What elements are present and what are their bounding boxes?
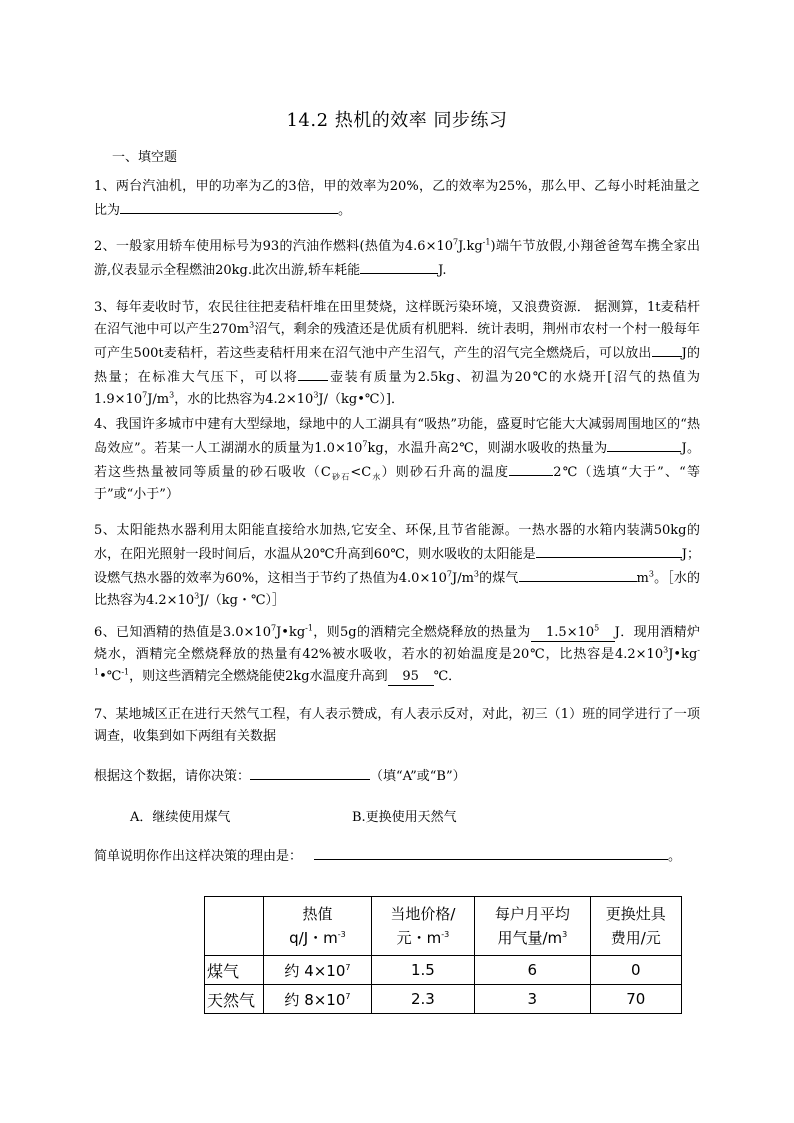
- table-row: [205, 985, 682, 1014]
- exponent: 7: [345, 962, 351, 972]
- table-cell: 3: [475, 985, 590, 1014]
- unit-text: J.: [438, 263, 447, 278]
- table-header-cell: [264, 897, 371, 956]
- exponent: -1: [94, 645, 700, 677]
- table-cell: [264, 956, 371, 985]
- question-3: [94, 297, 700, 411]
- answer-blank[interactable]: [509, 460, 553, 476]
- reason-prompt: 简单说明你作出这样决策的理由是：: [94, 849, 303, 864]
- decision-hint: （填“A”或“B”）: [370, 769, 466, 784]
- question-5-text-cont: 。［水的比热容为4.2×10: [94, 571, 700, 608]
- header-line: 费用/元: [610, 929, 661, 948]
- exponent: 3: [194, 591, 200, 601]
- question-5-text: 5、太阳能热水器利用太阳能直接给水加热,它安全、环保,且节省能源。一热水器的水箱内装满50kg的水，在阳光照射一段时间后，水温从20℃升高到60℃，则水吸收的太阳能是: [94, 523, 700, 562]
- unit-text: J.kg: [458, 239, 483, 254]
- exponent: -1: [482, 237, 491, 247]
- header-line: [372, 926, 474, 950]
- answer-blank[interactable]: [652, 341, 682, 357]
- exponent: 5: [594, 623, 600, 633]
- table-cell: 1.5: [371, 956, 474, 985]
- filled-answer[interactable]: 95: [388, 669, 434, 686]
- table-row: [205, 956, 682, 985]
- header-line: [475, 926, 589, 950]
- unit-text: J•kg: [276, 625, 306, 640]
- exponent: 3: [473, 569, 479, 579]
- question-4-text-cont: kg，水温升高2℃，则湖水吸收的热量为: [367, 441, 608, 456]
- answer-blank[interactable]: [607, 436, 681, 452]
- row-label: 煤气: [205, 956, 264, 985]
- exponent: 3: [313, 390, 319, 400]
- question-3-text: 3、每年麦收时节，农民往往把麦秸杆堆在田里焚烧，这样既污染环境，又浪费资源． 据测算，1t麦秸杆在沼气池中可以产生270m: [94, 300, 700, 337]
- table-cell: 70: [590, 985, 681, 1014]
- punctuation: 。: [668, 849, 682, 864]
- question-7-decision: [94, 764, 700, 788]
- exponent: 3: [663, 645, 669, 655]
- option-a: A．继续使用煤气: [130, 810, 231, 825]
- exponent: -3: [441, 930, 450, 940]
- answer-blank[interactable]: [250, 764, 370, 780]
- decision-prompt: 根据这个数据，请你决策：: [94, 769, 251, 784]
- answer-value: 1.5×10: [546, 625, 595, 640]
- data-table: [204, 896, 682, 1014]
- question-1: [94, 176, 700, 222]
- exponent: 7: [345, 991, 351, 1001]
- question-2: [94, 236, 700, 282]
- answer-blank[interactable]: [314, 844, 668, 860]
- row-label: 天然气: [205, 985, 264, 1014]
- question-5: [94, 520, 700, 612]
- question-4-text-cont: ）则砂石升高的温度: [381, 465, 510, 480]
- exponent: 3: [562, 930, 568, 940]
- unit-text: •℃: [99, 669, 122, 684]
- page-title: 14.2 热机的效率 同步练习: [286, 110, 508, 131]
- question-6-text: 6、已知酒精的热值是3.0×10: [94, 625, 271, 640]
- subscript: 砂石: [330, 472, 351, 482]
- cell-value: 约 4×10: [284, 961, 346, 980]
- exponent: 7: [446, 569, 452, 579]
- question-7-text: 7、某地城区正在进行天然气工程，有人表示赞成，有人表示反对，对此，初三（1）班的同学进行了一项调查，收集到如下两组有关数据: [94, 707, 700, 744]
- exponent: 3: [648, 569, 654, 579]
- table-cell: [264, 985, 371, 1014]
- question-6-text-cont: J．现用酒精炉烧水，酒精完全燃烧释放的热量有42%被水吸收，若水的初始温度是20℃，比热容是4.2×10: [94, 625, 701, 662]
- question-7: [94, 704, 700, 748]
- header-line: 更换灶具: [605, 905, 666, 924]
- unit-text: m: [636, 571, 649, 586]
- answer-blank[interactable]: [360, 258, 438, 274]
- exponent: -1: [121, 667, 130, 677]
- question-4: [94, 414, 700, 506]
- table-cell: 6: [475, 956, 590, 985]
- question-2-text-cont: )端午节放假,小翔爸爸驾车携全家出游,仪表显示全程燃油20kg.此次出游,轿车耗能: [94, 239, 700, 278]
- question-4-text-cont: J。若这些热量被同等质量的砂石吸收（C: [94, 441, 700, 480]
- header-line: 热值: [302, 905, 333, 924]
- unit-text: J/（kg・℃）］: [199, 593, 286, 608]
- unit-text: J/（kg•℃）]．: [318, 392, 404, 407]
- header-unit: 用气量/m: [497, 929, 563, 948]
- unit-text: ℃．: [433, 669, 462, 684]
- exponent: 3: [249, 320, 255, 330]
- table-header-cell: [475, 897, 590, 956]
- question-6-text-cont: ，则这些酒精完全燃烧能使2kg水温度升高到: [129, 669, 388, 684]
- unit-text: J•kg: [668, 647, 698, 662]
- table-header-cell: [371, 897, 474, 956]
- question-4-text: 4、我国许多城市中建有大型绿地，绿地中的人工湖具有“吸热”功能，盛夏时它能大大减弱周围地区的“热岛效应”。若某一人工湖湖水的质量为1.0×10: [94, 417, 700, 456]
- answer-blank[interactable]: [519, 566, 637, 582]
- unit-text: J/m: [147, 392, 170, 407]
- header-unit: q/J・m: [289, 929, 338, 948]
- subscript: 水: [371, 472, 382, 482]
- header-line: 每户月平均: [494, 905, 570, 924]
- exponent: 3: [169, 390, 175, 400]
- answer-blank[interactable]: [120, 198, 338, 214]
- exponent: 7: [270, 623, 277, 633]
- exponent: -3: [337, 930, 346, 940]
- question-6-text-cont: ，则5g的酒精完全燃烧释放的热量为: [312, 625, 531, 640]
- question-5-text-cont: J；设燃气热水器的效率为60%，这相当于节约了热值为4.0×10: [94, 547, 700, 586]
- table-header-cell: [590, 897, 681, 956]
- header-unit: 元・m: [396, 929, 442, 948]
- filled-answer[interactable]: [531, 625, 615, 642]
- section-heading: 一、填空题: [112, 150, 178, 165]
- question-6: [94, 622, 700, 688]
- question-3-text-cont: J的热量；在标准大气压下，可以将: [94, 346, 700, 385]
- question-2-text: 2、一般家用轿车使用标号为93的汽油作燃料(热值为4.6×10: [94, 239, 454, 254]
- question-4-text-cont: <C: [350, 465, 372, 480]
- question-4-text-cont: 2℃（选填“大于”、“等于”或“小于”）: [94, 465, 700, 502]
- question-1-text: 1、两台汽油机，甲的功率为乙的3倍，甲的效率为20%，乙的效率为25%，那么甲、乙每小时耗油量之比为: [94, 179, 700, 218]
- punctuation: 。: [338, 203, 352, 218]
- table-header-cell: [205, 897, 264, 956]
- option-b: B.更换使用天然气: [352, 810, 457, 825]
- exponent: 7: [142, 390, 148, 400]
- table-header-row: [205, 897, 682, 956]
- answer-blank[interactable]: [536, 542, 682, 558]
- table-cell: 2.3: [371, 985, 474, 1014]
- exponent: 7: [453, 237, 459, 247]
- question-3-text-cont: 壶装有质量为2.5kg、初温为20℃的水烧开[沼气的热值为1.9×10: [94, 370, 700, 407]
- exponent: 7: [362, 439, 368, 449]
- cell-value: 约 8×10: [284, 990, 346, 1009]
- question-7-reason: [94, 844, 700, 868]
- question-3-text-cont: 沼气，剩余的残渣还是优质有机肥料．统计表明，荆州市农村一个村一般每年可产生500t麦秸杆，若这些麦秸杆用来在沼气池中产生沼气，产生的沼气完全燃烧后，可以放出: [94, 322, 700, 361]
- header-line: [264, 926, 370, 950]
- header-line: 当地价格/: [390, 905, 456, 924]
- question-3-text-cont: ，水的比热容为4.2×10: [174, 392, 314, 407]
- table-cell: 0: [590, 956, 681, 985]
- unit-text: J/m: [451, 571, 474, 586]
- question-5-text-cont: 的煤气: [479, 571, 519, 586]
- exponent: -1: [305, 623, 313, 633]
- answer-blank[interactable]: [298, 365, 328, 381]
